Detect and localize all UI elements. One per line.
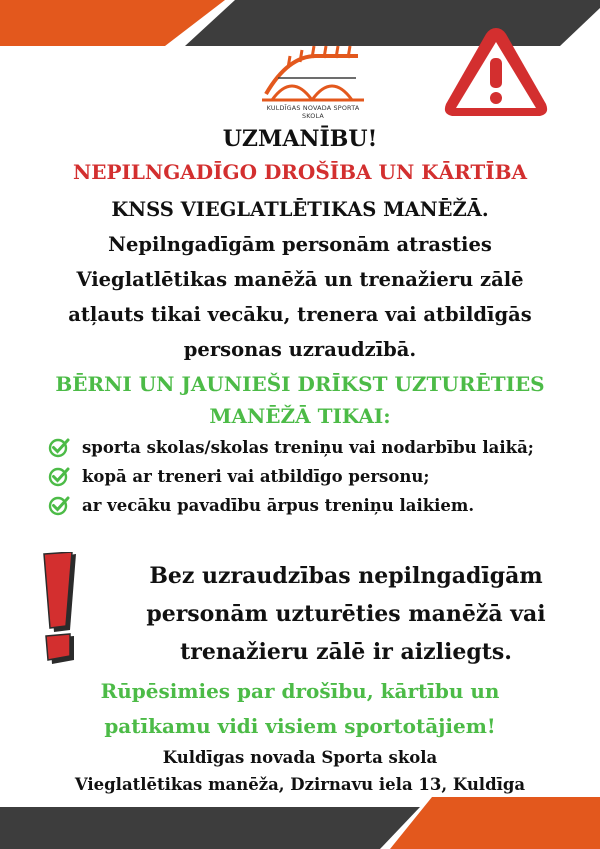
green-heading: BĒRNI UN JAUNIEŠI DRĪKST UZTURĒTIES: [55, 372, 545, 396]
prohibition-line: Bez uzraudzības nepilngadīgām: [149, 563, 543, 589]
green-heading: MANĒŽĀ TIKAI:: [209, 404, 391, 428]
prohibition-line: personām uzturēties manēžā vai: [146, 601, 546, 627]
condition-text: kopā ar treneri vai atbildīgo personu;: [82, 467, 430, 486]
closing-line: Rūpēsimies par drošību, kārtību un: [100, 679, 500, 703]
exclamation-mark-icon: [40, 552, 82, 668]
page-title: UZMANĪBU!: [222, 126, 378, 152]
venue-line: KNSS VIEGLATLĒTIKAS MANĒŽĀ.: [111, 198, 489, 221]
check-circle-icon: [48, 465, 70, 487]
school-logo: [258, 38, 368, 118]
condition-text: ar vecāku pavadību ārpus treniņu laikiem.: [82, 496, 475, 515]
check-circle-icon: [48, 494, 70, 516]
warning-triangle-icon: [440, 22, 552, 122]
condition-text: sporta skolas/skolas treniņu vai nodarbību laikā;: [82, 438, 534, 457]
rule-line: personas uzraudzībā.: [183, 338, 417, 361]
footer-address: Vieglatlētikas manēža, Dzirnavu iela 13, Kuldīga: [74, 775, 526, 794]
rule-line: Vieglatlētikas manēžā un trenažieru zālē: [76, 268, 524, 291]
check-circle-icon: [48, 436, 70, 458]
footer-school: Kuldīgas novada Sporta skola: [162, 748, 438, 767]
closing-line: patīkamu vidi visiem sportotājiem!: [104, 714, 496, 738]
subtitle: NEPILNGADĪGO DROŠĪBA UN KĀRTĪBA: [72, 160, 528, 184]
bridge-logo-icon: [258, 38, 368, 104]
rule-line: atļauts tikai vecāku, trenera vai atbildīgās: [68, 303, 532, 326]
bottom-decorative-band: [0, 797, 600, 849]
logo-text: KULDĪGAS NOVADA SPORTA SKOLA: [266, 104, 360, 120]
rule-line: Nepilngadīgām personām atrasties: [108, 233, 492, 256]
prohibition-line: trenažieru zālē ir aizliegts.: [180, 639, 512, 665]
